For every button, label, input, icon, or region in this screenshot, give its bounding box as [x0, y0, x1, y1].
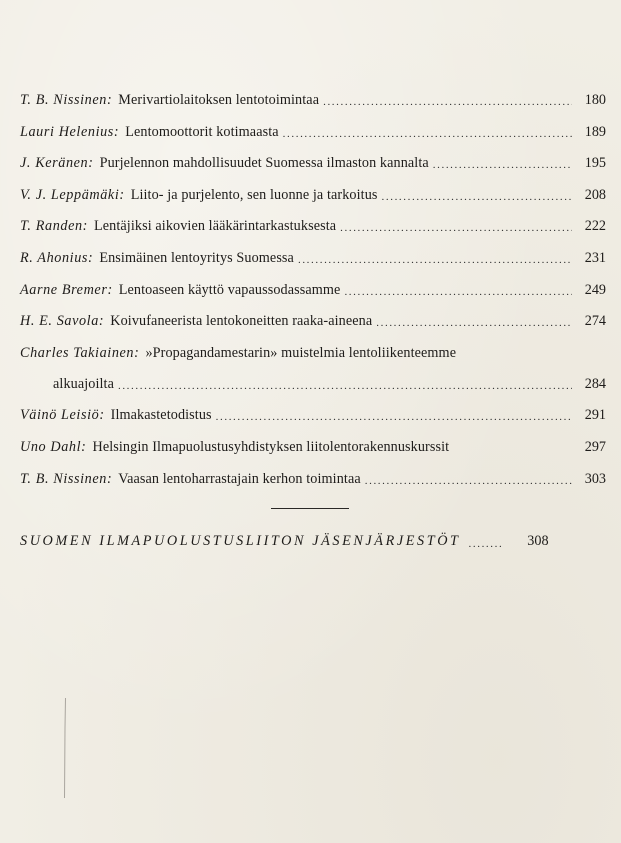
- entry-author: Charles Takiainen:: [20, 344, 140, 361]
- toc-entry: [20, 471, 606, 487]
- entry-page-number: 303: [584, 470, 606, 487]
- entry-title: Lentomoottorit kotimaasta: [125, 123, 279, 140]
- entry-title: Helsingin Ilmapuolustusyhdistyksen liitolentorakennuskurssit: [92, 438, 450, 455]
- entry-title: Lentäjiksi aikovien lääkärintarkastuksesta: [94, 218, 337, 235]
- dot-leader: [216, 411, 572, 423]
- dot-leader: [118, 380, 572, 392]
- toc-entry: [20, 92, 606, 108]
- toc-entry: [20, 345, 606, 392]
- entry-author: J. Keränen:: [20, 155, 94, 172]
- entry-author: V. J. Leppämäki:: [20, 186, 125, 203]
- dot-leader: [298, 254, 572, 266]
- entry-title: Merivartiolaitoksen lentotoimintaa: [118, 92, 320, 108]
- entry-title: Purjelennon mahdollisuudet Suomessa ilmaston kannalta: [99, 155, 429, 172]
- section-divider: [271, 508, 349, 509]
- entry-author: T. B. Nissinen:: [20, 470, 113, 487]
- entry-page-number: 274: [584, 313, 606, 330]
- entry-page-number: 297: [584, 438, 606, 455]
- toc-entry: [20, 282, 606, 298]
- entry-page-number: 180: [584, 92, 606, 108]
- section-title: SUOMEN ILMAPUOLUSTUSLIITON JÄSENJÄRJESTÖT: [20, 533, 461, 549]
- entry-title: »Propagandamestarin» muistelmia lentoliikenteemme: [145, 344, 457, 361]
- dot-leader: [340, 222, 572, 234]
- toc-entry: [20, 155, 606, 171]
- entry-title: Vaasan lentoharrastajain kerhon toimintaa: [118, 470, 361, 487]
- dot-leader: [323, 96, 572, 108]
- dot-leader: [382, 191, 572, 203]
- entry-page-number: 208: [584, 186, 606, 203]
- toc-entry: [20, 407, 606, 423]
- section-page-number: 308: [527, 533, 549, 549]
- entry-title: Lentoaseen käyttö vapaussodassamme: [118, 281, 341, 298]
- entry-title-continuation: alkuajoilta: [53, 375, 114, 392]
- toc-entry: [20, 313, 606, 329]
- toc-entry: [20, 439, 606, 455]
- dot-leader: [283, 128, 572, 140]
- dot-leader: [344, 286, 572, 298]
- dot-leader: [433, 159, 572, 171]
- dot-leader: [469, 538, 503, 550]
- entry-author: Lauri Helenius:: [20, 123, 120, 140]
- table-of-contents: [20, 92, 606, 502]
- entry-page-number: 195: [584, 155, 606, 172]
- section-heading-entry: [20, 532, 606, 550]
- entry-title: Koivufaneerista lentokoneitten raaka-aineena: [110, 313, 373, 330]
- entry-author: Väinö Leisiö:: [20, 407, 105, 424]
- toc-entry: [20, 250, 606, 266]
- toc-entry: [20, 218, 606, 234]
- entry-author: T. Randen:: [20, 218, 88, 235]
- entry-page-number: 291: [584, 407, 606, 424]
- entry-author: Uno Dahl:: [20, 438, 87, 455]
- toc-entry: [20, 124, 606, 140]
- entry-page-number: 284: [584, 375, 606, 392]
- entry-title: Ensimäinen lentoyritys Suomessa: [99, 249, 294, 266]
- entry-author: R. Ahonius:: [20, 249, 94, 266]
- entry-page-number: 189: [584, 123, 606, 140]
- entry-title: Ilmakastetodistus: [110, 407, 212, 424]
- entry-title: Liito- ja purjelento, sen luonne ja tarkoitus: [130, 186, 378, 203]
- entry-author: T. B. Nissinen:: [20, 92, 113, 108]
- entry-page-number: 249: [584, 281, 606, 298]
- entry-page-number: 222: [584, 218, 606, 235]
- pencil-mark: [64, 698, 66, 798]
- toc-entry: [20, 187, 606, 203]
- entry-author: Aarne Bremer:: [20, 281, 113, 298]
- entry-page-number: 231: [584, 249, 606, 266]
- dot-leader: [376, 317, 572, 329]
- entry-author: H. E. Savola:: [20, 313, 105, 330]
- dot-leader: [365, 475, 572, 487]
